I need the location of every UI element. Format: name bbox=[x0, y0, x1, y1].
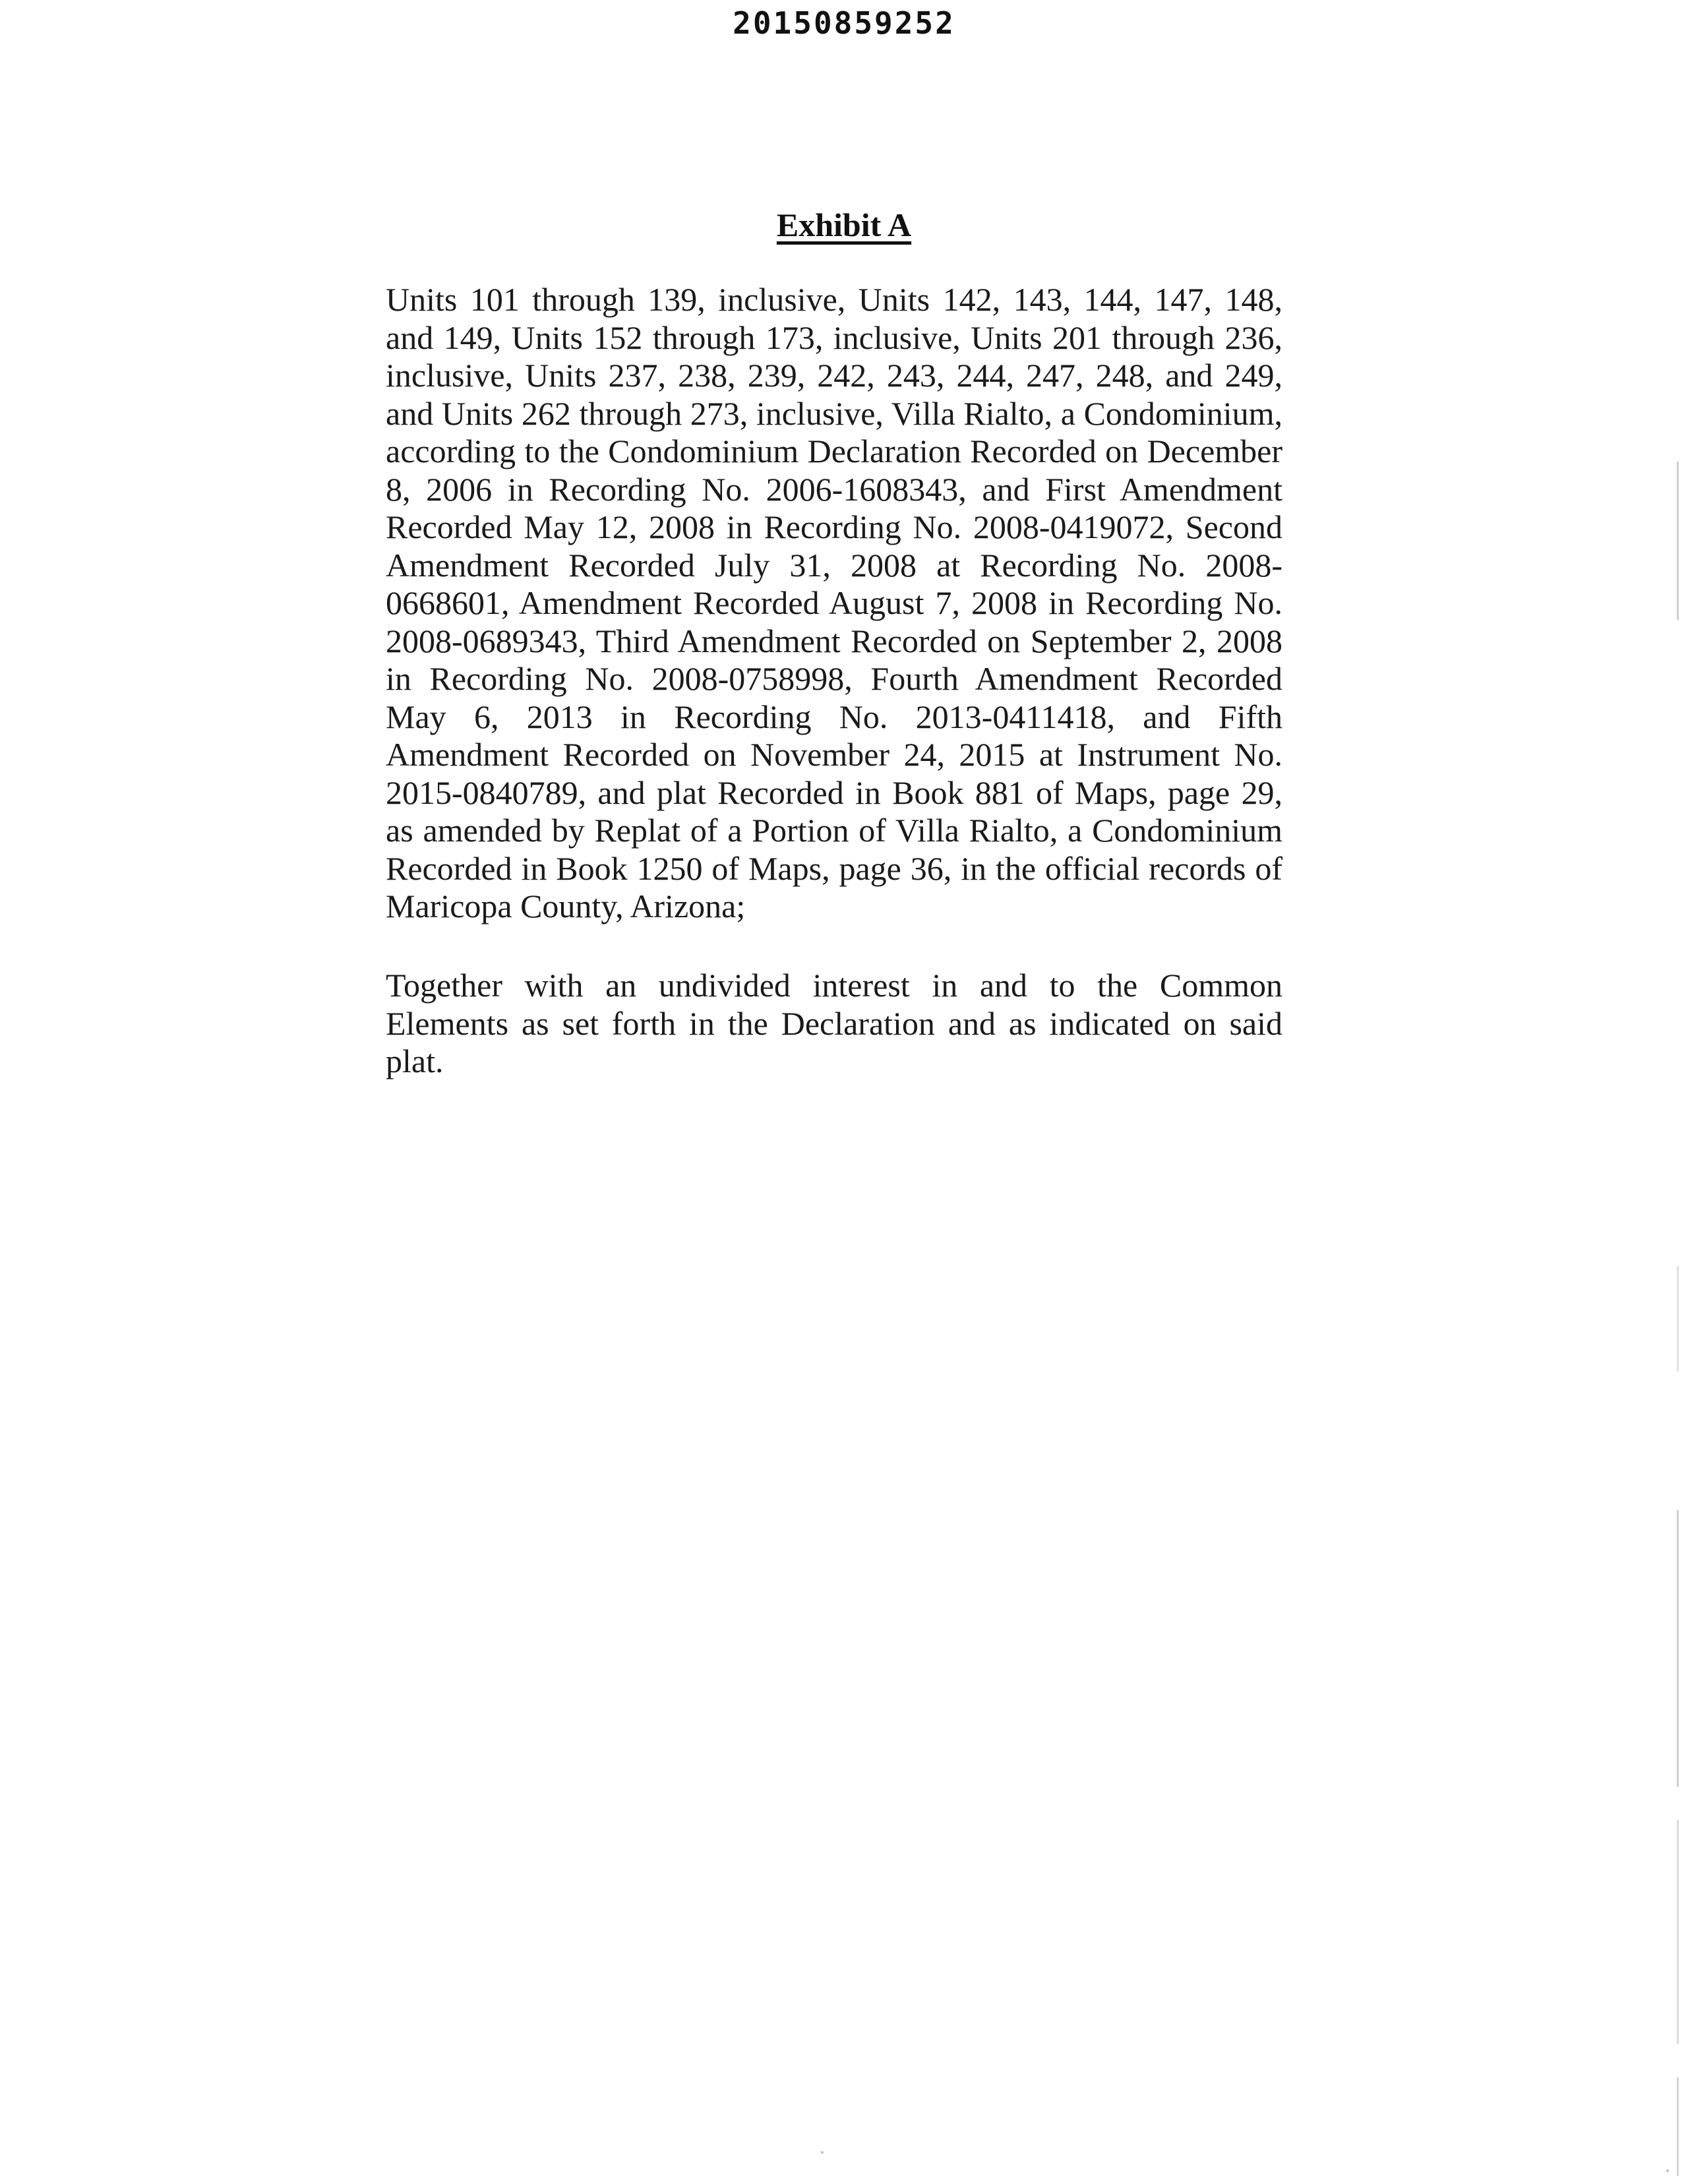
scan-speck bbox=[821, 2151, 824, 2154]
scan-edge-mark bbox=[1677, 1820, 1679, 2044]
scan-edge-mark bbox=[1677, 2077, 1679, 2176]
legal-description-paragraph: Units 101 through 139, inclusive, Units 142, 143, 144, 147, 148, and 149, Units 152 through 173, inclusive, Units 201 through 236, inclusive, Units 237, 238, 239, 242, 243, 244, 247, 248, and 249, and Units 262 through 273, inclusive, Villa Rialto, a Condominium, according to the Condominium Declaration Recorded on December 8, 2006 in Recording No. 2006-1608343, and First Amendment Recorded May 12, 2008 in Recording No. 2008-0419072, Second Amendment Recorded July 31, 2008 at Recording No. 2008-0668601, Amendment Recorded August 7, 2008 in Recording No. 2008-0689343, Third Amendment Recorded on September 2, 2008 in Recording No. 2008-0758998, Fourth Amendment Recorded May 6, 2013 in Recording No. 2013-0411418, and Fifth Amendment Recorded on November 24, 2015 at Instrument No. 2015-0840789, and plat Recorded in Book 881 of Maps, page 29, as amended by Replat of a Portion of Villa Rialto, a Condominium Recorded in Book 1250 of Maps, page 36, in the official records of Maricopa County, Arizona; bbox=[386, 281, 1282, 925]
scan-edge-mark bbox=[1677, 1266, 1679, 1372]
scan-edge-mark bbox=[1677, 1510, 1679, 1787]
scan-edge-mark bbox=[1677, 462, 1679, 620]
exhibit-title: Exhibit A bbox=[776, 206, 912, 243]
scan-speck bbox=[1666, 2169, 1669, 2172]
document-number: 20150859252 bbox=[733, 5, 955, 41]
common-elements-paragraph: Together with an undivided interest in and to the Common Elements as set forth in the Declaration and as indicated on said plat. bbox=[386, 967, 1282, 1079]
